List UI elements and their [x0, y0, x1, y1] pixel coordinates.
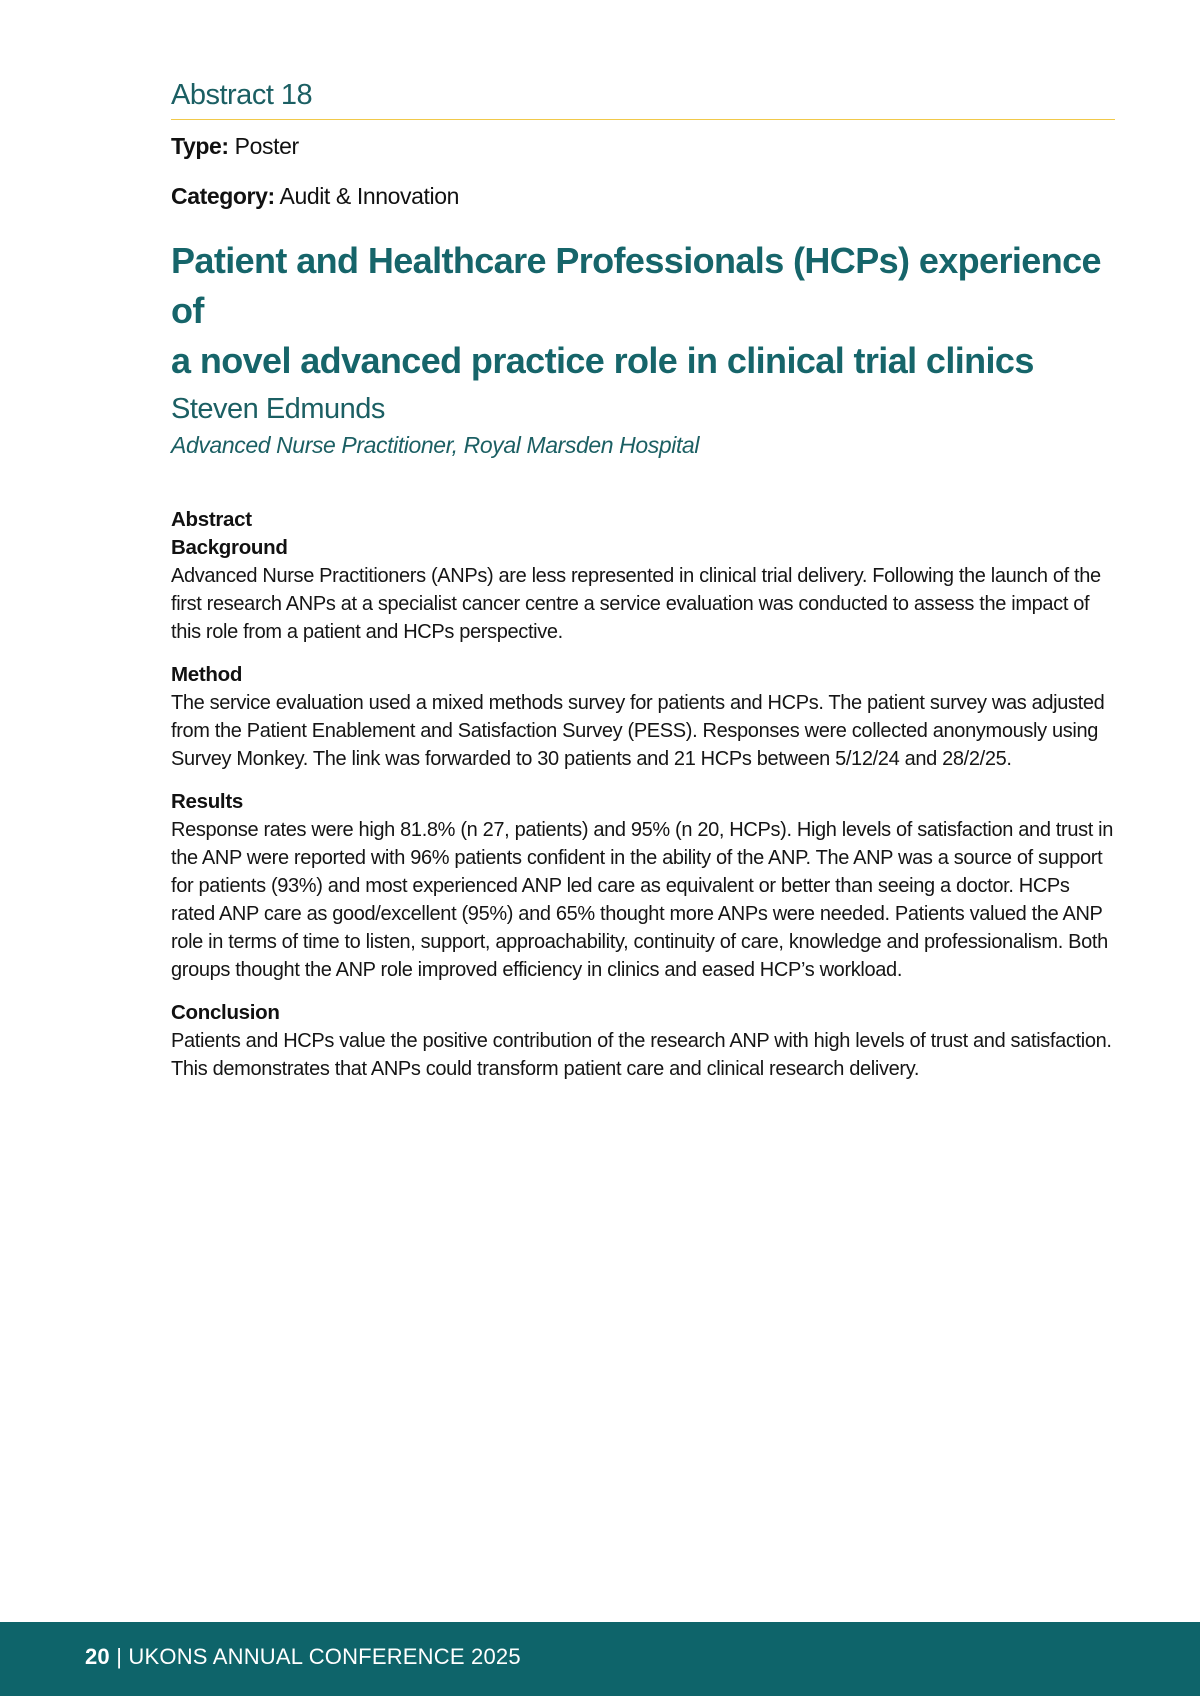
section-conclusion — [171, 999, 1115, 1083]
category-key: Category: — [171, 183, 275, 209]
section-method — [171, 661, 1115, 773]
abstract-body — [171, 506, 1115, 1098]
section-text: The service evaluation used a mixed methods survey for patients and HCPs. The patient survey was adjusted from the Patient Enablement and Satisfaction Survey (PESS). Responses were collected anonymously using Survey Monkey. The link was forwarded to 30 patients and 21 HCPs between 5/12/24 and 28/2/25. — [171, 692, 1105, 770]
footer-text — [85, 1644, 521, 1670]
type-value: Poster — [234, 133, 299, 159]
section-heading: Results — [171, 790, 243, 813]
footer-separator: | — [116, 1644, 123, 1669]
category-value: Audit & Innovation — [279, 183, 459, 209]
type-line — [171, 133, 299, 161]
category-line — [171, 183, 459, 211]
section-heading: Method — [171, 663, 243, 686]
section-text: Patients and HCPs value the positive contribution of the research ANP with high levels of trust and satisfaction. This demonstrates that ANPs could transform patient care and clinical research delivery. — [171, 1030, 1112, 1080]
section-text: Advanced Nurse Practitioners (ANPs) are less represented in clinical trial delivery. Following the launch of the first research ANPs at a specialist cancer centre a service evaluation was conducted to assess the impact of this role from a patient and HCPs perspective. — [171, 565, 1101, 643]
page-number: 20 — [85, 1644, 110, 1669]
author-affiliation: Advanced Nurse Practitioner, Royal Marsden Hospital — [171, 432, 700, 458]
abstract-label: Abstract — [171, 508, 252, 531]
section-text: Response rates were high 81.8% (n 27, patients) and 95% (n 20, HCPs). High levels of satisfaction and trust in the ANP were reported with 96% patients confident in the ability of the ANP. The ANP was a source of support for patients (93%) and most experienced ANP led care as equivalent or better than seeing a doctor. HCPs rated ANP care as good/excellent (95%) and 65% thought more ANPs were needed. Patients valued the ANP role in terms of time to listen, support, approachability, continuity of care, knowledge and professionalism. Both groups thought the ANP role improved efficiency in clinics and eased HCP’s workload. — [171, 819, 1114, 981]
section-background — [171, 534, 1115, 646]
section-heading: Conclusion — [171, 1001, 280, 1024]
type-key: Type: — [171, 133, 229, 159]
abstract-number: Abstract 18 — [171, 79, 313, 111]
abstract-title — [171, 236, 1115, 386]
conference-name: UKONS ANNUAL CONFERENCE 2025 — [128, 1644, 521, 1669]
page-footer — [0, 1622, 1200, 1696]
title-line-1: Patient and Healthcare Professionals (HCPs) experience of — [171, 240, 1101, 331]
author-name: Steven Edmunds — [171, 393, 385, 425]
section-heading: Background — [171, 536, 288, 559]
header-divider — [171, 119, 1115, 120]
section-results — [171, 788, 1115, 984]
title-line-2: a novel advanced practice role in clinical trial clinics — [171, 340, 1034, 381]
